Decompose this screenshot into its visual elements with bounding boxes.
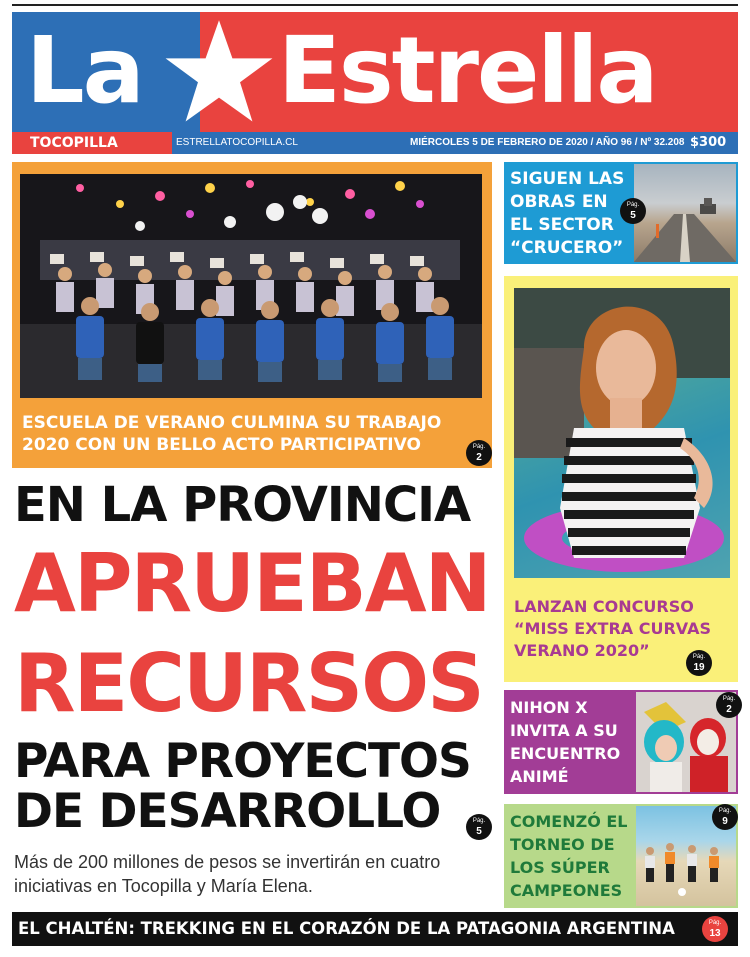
page-badge-label: Pág. — [718, 808, 732, 814]
stage-illustration — [20, 174, 482, 398]
torneo-page-badge — [712, 804, 738, 830]
page-badge-number: 9 — [722, 816, 728, 827]
page-badge-label: Pág. — [708, 920, 722, 926]
nihon-page-badge — [716, 692, 742, 718]
page-badge-number: 2 — [726, 704, 732, 715]
price-label: $300 — [690, 135, 727, 150]
main-headline-line-4[interactable]: DE DESARROLLO — [14, 784, 441, 839]
page-badge-label: Pág. — [472, 818, 486, 824]
concurso-teaser-text: LANZAN CONCURSO “MISS EXTRA CURVAS VERANO 2020” — [514, 597, 711, 660]
torneo-teaser-text: COMENZÓ EL TORNEO DE LOS SÚPER CAMPEONES — [510, 812, 628, 900]
city-label: TOCOPILLA — [12, 132, 172, 154]
page-badge-label: Pág. — [692, 654, 706, 660]
model-illustration — [514, 288, 730, 578]
obras-page-badge — [620, 198, 646, 224]
main-story-kicker: EN LA PROVINCIA — [14, 477, 471, 533]
page-badge-number: 2 — [476, 452, 482, 463]
page-badge-number: 5 — [476, 826, 482, 837]
masthead-title-right: Estrella — [278, 17, 657, 124]
page-badge-label: Pág. — [626, 202, 640, 208]
top-rule — [12, 4, 738, 6]
star-icon — [160, 18, 278, 126]
page-badge-number: 5 — [630, 210, 636, 221]
main-headline-line-1[interactable]: APRUEBAN — [14, 537, 490, 630]
lead-story-caption: ESCUELA DE VERANO CULMINA SU TRABAJO 2020 CON UN BELLO ACTO PARTICIPATIVO — [22, 413, 442, 455]
page-badge-number: 13 — [709, 928, 721, 939]
nihon-teaser-text: NIHON X INVITA A SU ENCUENTRO ANIMÉ — [510, 698, 621, 786]
masthead-title-left: La — [26, 17, 143, 124]
page-badge-label: Pág. — [472, 444, 486, 450]
road-illustration — [634, 164, 736, 262]
page-badge-number: 19 — [693, 662, 705, 673]
lead-page-badge — [466, 440, 492, 466]
masthead — [12, 12, 738, 132]
lead-story-photo — [20, 174, 482, 398]
obras-teaser-text: SIGUEN LAS OBRAS EN EL SECTOR “CRUCERO” — [510, 169, 625, 258]
obras-photo — [634, 164, 736, 262]
concurso-photo — [514, 288, 730, 578]
page-badge-label: Pág. — [722, 696, 736, 702]
main-headline-line-3[interactable]: PARA PROYECTOS — [14, 734, 471, 789]
concurso-page-badge — [686, 650, 712, 676]
main-headline-line-2[interactable]: RECURSOS — [14, 637, 483, 730]
bottom-page-badge — [702, 916, 728, 942]
website-link[interactable]: ESTRELLATOCOPILLA.CL — [176, 137, 298, 148]
main-story-deck: Más de 200 millones de pesos se invertirán en cuatro iniciativas en Tocopilla y María Elena. — [14, 852, 441, 896]
main-page-badge — [466, 814, 492, 840]
bottom-banner-text: EL CHALTÉN: TREKKING EN EL CORAZÓN DE LA PATAGONIA ARGENTINA — [18, 919, 675, 938]
edition-date: MIÉRCOLES 5 DE FEBRERO DE 2020 / AÑO 96 / Nº 32.208 — [410, 137, 685, 148]
